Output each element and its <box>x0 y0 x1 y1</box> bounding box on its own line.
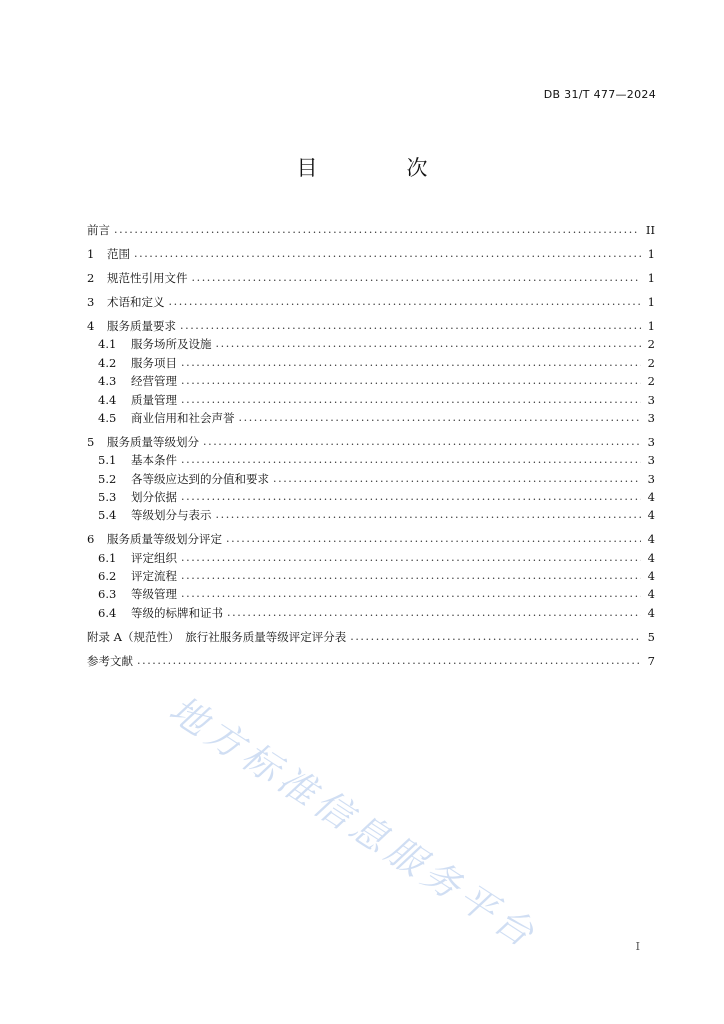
toc-entry-number: 5.4 <box>98 508 117 523</box>
toc-entry-number: 4.1 <box>98 337 117 352</box>
toc-entry-label: 服务质量要求 <box>107 318 176 333</box>
toc-entry-page: 1 <box>647 318 655 333</box>
toc-entry-label: 术语和定义 <box>107 295 165 310</box>
toc-entry-label: 质量管理 <box>131 392 177 407</box>
toc-entry-number: 6.2 <box>98 569 117 584</box>
toc-entry-label: 评定组织 <box>131 550 177 565</box>
toc-entry-label: 等级管理 <box>131 587 177 602</box>
toc-entry[interactable] <box>87 504 655 522</box>
toc-dot-leader <box>137 654 641 668</box>
toc-dot-leader <box>181 569 641 583</box>
toc-entry[interactable] <box>87 267 655 285</box>
toc-entry-label: 前言 <box>87 223 110 238</box>
toc-entry-number: 3 <box>87 295 95 310</box>
table-of-contents <box>87 219 655 668</box>
toc-entry-page: 3 <box>647 392 655 407</box>
toc-entry-page: 4 <box>647 605 655 620</box>
toc-entry-page: 3 <box>647 453 655 468</box>
toc-entry-number: 6 <box>87 532 95 547</box>
toc-dot-leader <box>134 247 641 261</box>
toc-entry-label: 各等级应达到的分值和要求 <box>131 471 269 486</box>
toc-entry-label: 服务质量等级划分评定 <box>107 532 222 547</box>
toc-entry-label: 等级划分与表示 <box>131 508 212 523</box>
toc-entry-number: 1 <box>87 247 95 262</box>
toc-entry[interactable] <box>87 583 655 601</box>
toc-dot-leader <box>181 393 641 407</box>
toc-entry-page: 4 <box>647 587 655 602</box>
toc-entry-number: 6.1 <box>98 550 117 565</box>
toc-dot-leader <box>180 319 641 333</box>
toc-entry-label: 划分依据 <box>131 489 177 504</box>
toc-dot-leader <box>181 374 641 388</box>
toc-entry-label: 附录 A（规范性） 旅行社服务质量等级评定评分表 <box>87 629 347 644</box>
toc-entry-label: 参考文献 <box>87 653 133 668</box>
toc-entry-label: 等级的标牌和证书 <box>131 605 223 620</box>
toc-entry-page: 7 <box>647 653 655 668</box>
toc-dot-leader <box>181 587 641 601</box>
toc-entry-label: 基本条件 <box>131 453 177 468</box>
toc-entry[interactable] <box>87 565 655 583</box>
toc-entry-page: 4 <box>647 550 655 565</box>
toc-entry-page: 2 <box>647 337 655 352</box>
toc-entry-page: 2 <box>647 374 655 389</box>
toc-entry-page: 1 <box>647 271 655 286</box>
toc-entry-page: 3 <box>647 410 655 425</box>
toc-entry[interactable] <box>87 315 655 333</box>
toc-entry-number: 5.3 <box>98 489 117 504</box>
toc-entry[interactable] <box>87 546 655 564</box>
toc-entry-page: II <box>645 223 655 238</box>
toc-entry-page: 3 <box>647 434 655 449</box>
page-title: 目 次 <box>296 156 462 180</box>
toc-entry[interactable] <box>87 467 655 485</box>
toc-entry[interactable] <box>87 528 655 546</box>
toc-dot-leader <box>181 490 641 504</box>
toc-dot-leader <box>226 532 641 546</box>
toc-entry-label: 规范性引用文件 <box>107 271 188 286</box>
toc-entry-page: 4 <box>647 489 655 504</box>
toc-entry[interactable] <box>87 601 655 619</box>
toc-entry[interactable] <box>87 430 655 448</box>
toc-dot-leader <box>181 356 641 370</box>
toc-entry[interactable] <box>87 333 655 351</box>
toc-dot-leader <box>192 271 642 285</box>
toc-entry-label: 范围 <box>107 247 130 262</box>
toc-entry[interactable] <box>87 291 655 309</box>
toc-entry[interactable] <box>87 351 655 369</box>
toc-dot-leader <box>227 606 641 620</box>
toc-dot-leader <box>169 295 642 309</box>
toc-entry-number: 4 <box>87 318 95 333</box>
toc-entry-number: 6.3 <box>98 587 117 602</box>
toc-entry-label: 经营管理 <box>131 374 177 389</box>
toc-dot-leader <box>203 435 641 449</box>
toc-dot-leader <box>350 630 641 644</box>
toc-dot-leader <box>114 223 640 237</box>
toc-entry[interactable] <box>87 449 655 467</box>
watermark: 地方标准信息服务平台 <box>161 687 546 958</box>
header-doc-code: DB 31/T 477—2024 <box>543 88 656 101</box>
toc-entry-number: 5.2 <box>98 471 117 486</box>
toc-entry[interactable] <box>87 625 655 643</box>
toc-entry-number: 6.4 <box>98 605 117 620</box>
toc-entry[interactable] <box>87 486 655 504</box>
toc-entry-label: 服务质量等级划分 <box>107 434 199 449</box>
toc-entry[interactable] <box>87 219 655 237</box>
toc-entry[interactable] <box>87 388 655 406</box>
toc-entry-label: 评定流程 <box>131 569 177 584</box>
toc-dot-leader <box>239 411 642 425</box>
toc-entry[interactable] <box>87 649 655 667</box>
toc-dot-leader <box>181 551 641 565</box>
footer-page-number: I <box>635 940 640 953</box>
toc-entry-number: 4.4 <box>98 392 117 407</box>
toc-entry-page: 4 <box>647 569 655 584</box>
toc-entry-number: 4.5 <box>98 410 117 425</box>
toc-dot-leader <box>273 472 641 486</box>
toc-entry[interactable] <box>87 370 655 388</box>
toc-entry-page: 1 <box>647 295 655 310</box>
toc-dot-leader <box>216 508 642 522</box>
toc-entry-page: 5 <box>647 629 655 644</box>
toc-entry[interactable] <box>87 243 655 261</box>
toc-entry-page: 2 <box>647 355 655 370</box>
toc-entry-label: 服务项目 <box>131 355 177 370</box>
toc-entry-page: 3 <box>647 471 655 486</box>
toc-dot-leader <box>181 453 641 467</box>
toc-entry-label: 商业信用和社会声誉 <box>131 410 235 425</box>
toc-entry-label: 服务场所及设施 <box>131 337 212 352</box>
toc-entry-page: 4 <box>647 508 655 523</box>
toc-entry-number: 5 <box>87 434 95 449</box>
toc-entry[interactable] <box>87 407 655 425</box>
toc-entry-page: 4 <box>647 532 655 547</box>
toc-entry-page: 1 <box>647 247 655 262</box>
toc-entry-number: 4.3 <box>98 374 117 389</box>
toc-dot-leader <box>216 337 642 351</box>
toc-entry-number: 4.2 <box>98 355 117 370</box>
toc-entry-number: 2 <box>87 271 95 286</box>
toc-entry-number: 5.1 <box>98 453 117 468</box>
